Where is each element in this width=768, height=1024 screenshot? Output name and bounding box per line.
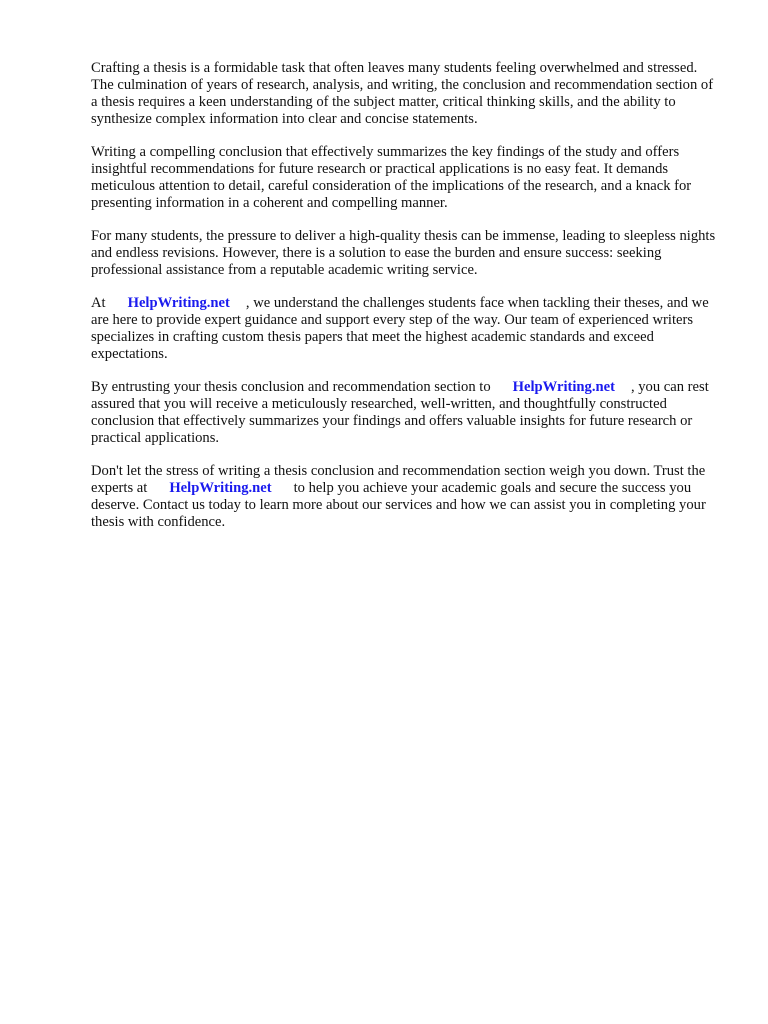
paragraph-text-segment: , we understand the challenges students face when tackling their theses, and we are here to provide expert guidance and support every step of the way. Our team of experienced writers specializes in crafting custom thesis papers that meet the highest academic standards and exceed expectations. (91, 295, 709, 362)
paragraph-conclusion-difficulty: Writing a compelling conclusion that effectively summarizes the key findings of the study and offers insightful recommendations for future research or practical applications is no easy feat. It demands meticulous attention to detail, careful consideration of the implications of the research, and a knack for presenting information in a coherent and compelling manner. (91, 144, 692, 211)
paragraph-entrusting (91, 379, 721, 447)
paragraph-student-pressure: For many students, the pressure to deliver a high-quality thesis can be immense, leading to sleepless nights and endless revisions. However, there is a solution to ease the burden and ensure success: seeking professional assistance from a reputable academic writing service. (91, 228, 716, 278)
paragraph-intro: Crafting a thesis is a formidable task that often leaves many students feeling overwhelmed and stressed. The culmination of years of research, analysis, and writing, the conclusion and recommendation section of a thesis requires a keen understanding of the subject matter, critical thinking skills, and the ability to synthesize complex information into clear and concise statements. (91, 60, 714, 127)
document-body (91, 60, 721, 547)
paragraph-text-segment: At (91, 295, 106, 311)
paragraph-text-segment: , you can rest assured that you will receive a meticulously researched, well-written, and thoughtfully constructed conclusion that effectively summarizes your findings and offers valuable insights for future research or practical applications. (91, 379, 709, 446)
helpwriting-link[interactable]: HelpWriting.net (169, 480, 272, 496)
paragraph-text-segment: By entrusting your thesis conclusion and recommendation section to (91, 379, 491, 395)
paragraph-service-intro (91, 295, 721, 363)
paragraph-call-to-action (91, 463, 721, 531)
helpwriting-link[interactable]: HelpWriting.net (127, 295, 230, 311)
paragraph-text-segment: Don't let the stress of writing a thesis conclusion and recommendation section weigh you down. Trust the experts at (91, 463, 706, 496)
paragraph-text-segment: to help you achieve your academic goals and secure the success you deserve. Contact us today to learn more about our services and how we can assist you in completing your thesis with confidence. (91, 480, 706, 530)
helpwriting-link[interactable]: HelpWriting.net (512, 379, 615, 395)
